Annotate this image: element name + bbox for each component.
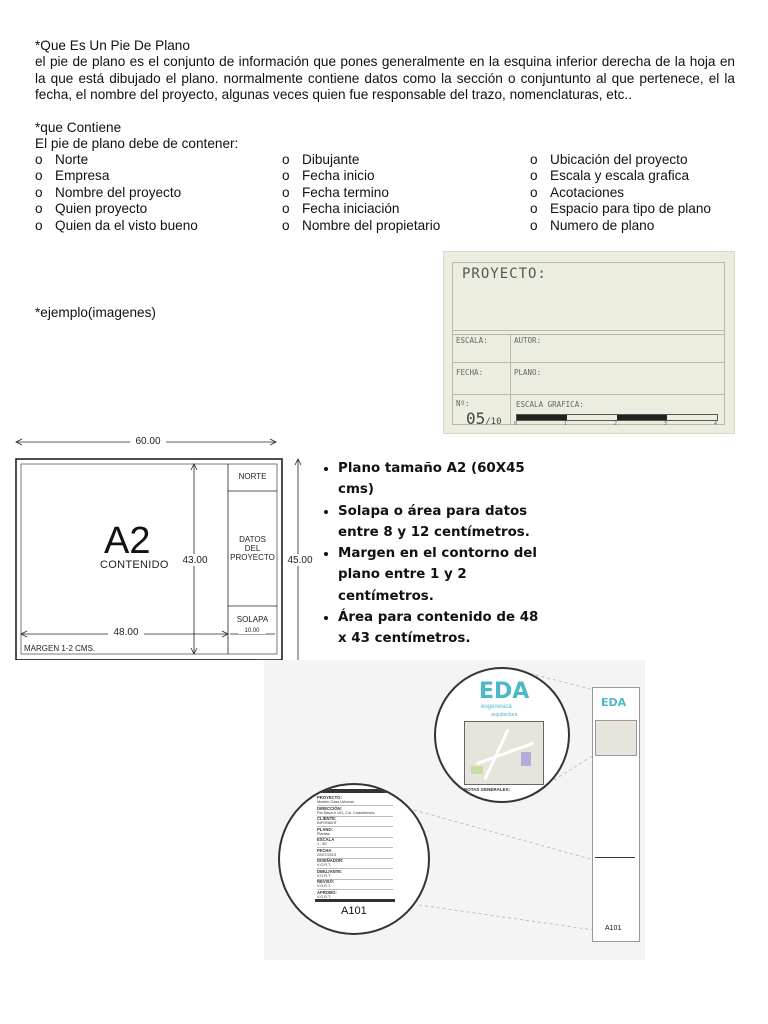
eda-field-value: Rio Nava # 101, Col. Cuauhtémoc	[317, 810, 375, 815]
eda-division: arquitectura	[491, 712, 518, 718]
list-item-text: Quien da el visto bueno	[55, 217, 198, 233]
intro-section	[35, 38, 735, 104]
list-item	[35, 185, 198, 201]
location-map	[464, 721, 544, 785]
list-bullet: o	[530, 168, 538, 184]
eda-field-value: 22/07/2015	[317, 852, 337, 857]
label-datos-proyecto: DATOS DEL PROYECTO	[230, 535, 275, 562]
eda-sheet-code-small: A101	[605, 925, 622, 932]
list-item-text: Dibujante	[302, 152, 360, 167]
eda-fields	[315, 789, 395, 903]
eda-field-label: PLANO:	[317, 826, 334, 832]
list-item	[282, 185, 440, 201]
eda-field-label: APROBÓ:	[317, 889, 337, 895]
list-item	[530, 168, 711, 184]
eda-field-value: 1 : 50	[317, 842, 327, 846]
a2-subtitle: CONTENIDO	[100, 559, 169, 571]
list-item	[282, 218, 440, 234]
graphic-scale-bar	[516, 414, 718, 421]
eda-field-row	[317, 827, 393, 838]
dim-solapa: 10.00	[238, 628, 266, 634]
dim-width: 60.00	[135, 436, 161, 447]
eda-field-value: V.G.R.T.	[317, 863, 331, 867]
title-block-fecha: FECHA:	[456, 368, 484, 377]
list-bullet: o	[35, 217, 43, 233]
title-block-escala-grafica: ESCALA GRAFICA:	[516, 400, 584, 409]
a2-sheet-diagram	[0, 428, 320, 660]
list-item-text: Empresa	[55, 168, 110, 184]
title-block-proyecto: PROYECTO:	[462, 266, 547, 282]
list-bullet: o	[282, 168, 290, 184]
list-item-text: Acotaciones	[550, 184, 625, 200]
list-bullet: o	[530, 152, 538, 167]
eda-field-row	[317, 848, 393, 859]
list-item	[35, 201, 198, 217]
eda-field-label: FECHA	[317, 847, 332, 853]
list-column-3	[530, 152, 711, 234]
list-item	[530, 201, 711, 217]
list-bullet: o	[530, 217, 538, 233]
list-bullet: o	[35, 184, 43, 200]
eda-field-label: DIRECCIÓN:	[317, 805, 342, 811]
eda-field-row	[317, 858, 393, 869]
spec-bullet: • Margen en el contorno del plano entre 1 y 2 centímetros.	[338, 543, 545, 607]
eda-field-row	[317, 795, 393, 806]
list-item-text: Numero de plano	[550, 217, 655, 233]
label-norte: NORTE	[238, 472, 267, 481]
list-bullet: o	[282, 201, 290, 217]
list-item	[282, 152, 440, 168]
eda-field-value: Plantas	[317, 831, 330, 836]
a2-specs	[320, 458, 545, 650]
eda-field-value: V.G.R.T.	[317, 873, 331, 878]
eda-field-label: CLIENTE:	[317, 816, 337, 821]
list-bullet: o	[35, 168, 43, 184]
list-item-text: Quien proyecto	[55, 201, 148, 217]
zoom-circle-logo	[434, 667, 570, 803]
list-bullet: o	[282, 217, 290, 233]
spec-bullet: • Área para contenido de 48 x 43 centímetros.	[338, 607, 545, 650]
list-item	[35, 152, 198, 168]
list-item-text: Fecha iniciación	[302, 201, 400, 217]
eda-field-row	[317, 869, 393, 880]
eda-field-label: ESCALA	[317, 837, 335, 842]
eda-sheet-code-box	[315, 899, 395, 922]
list-item	[35, 218, 198, 234]
dim-height-inner: 43.00	[182, 555, 208, 566]
list-item-text: Nombre del propietario	[302, 217, 441, 233]
list-bullet: o	[35, 152, 43, 167]
eda-field-label: PROYECTO:	[317, 795, 342, 800]
a2-title: A2	[104, 520, 151, 562]
eda-field-row	[317, 816, 393, 827]
list-item-text: Ubicación del proyecto	[550, 152, 688, 167]
list-item-text: Espacio para tipo de plano	[550, 201, 711, 217]
title-block-image	[443, 251, 735, 434]
eda-sheet-code: A101	[341, 905, 367, 917]
contains-lead: El pie de plano debe de contener:	[35, 136, 239, 152]
dim-inner-width: 48.00	[113, 627, 139, 638]
eda-field-value: Modelo Casa Urbanal	[317, 800, 354, 804]
zoom-circle-fields	[278, 783, 430, 935]
eda-sheet-logo: EDA	[601, 696, 627, 709]
eda-field-row	[317, 806, 393, 817]
scale-tick-label: 2	[614, 421, 618, 427]
list-item-text: Nombre del proyecto	[55, 184, 182, 200]
eda-field-value: V.G.R.T.	[317, 894, 331, 899]
list-column-2	[282, 152, 440, 234]
scale-tick-label: 3	[664, 421, 668, 427]
list-bullet: o	[35, 201, 43, 217]
list-bullet: o	[530, 184, 538, 200]
label-solapa: SOLAPA	[236, 615, 269, 624]
scale-tick-label: 1	[564, 421, 568, 427]
list-bullet: o	[530, 201, 538, 217]
eda-field-value: INFONAVIT	[317, 821, 337, 825]
eda-company: eugenesica	[481, 704, 512, 710]
list-column-1	[35, 152, 198, 234]
list-item-text: Fecha termino	[302, 184, 389, 200]
list-item	[35, 168, 198, 184]
intro-heading: *Que Es Un Pie De Plano	[35, 38, 190, 53]
list-bullet: o	[282, 152, 290, 167]
list-item-text: Escala y escala grafica	[550, 168, 690, 184]
eda-logo: EDA	[479, 679, 530, 704]
eda-field-row	[317, 879, 393, 890]
list-bullet: o	[282, 184, 290, 200]
eda-field-label: DISEÑADOR:	[317, 858, 344, 863]
spec-bullet: • Solapa o área para datos entre 8 y 12 centímetros.	[338, 501, 545, 544]
list-item	[282, 168, 440, 184]
eda-full-sheet	[592, 687, 640, 942]
eda-field-row	[317, 837, 393, 848]
list-item-text: Norte	[55, 152, 89, 167]
list-item	[530, 152, 711, 168]
contains-heading: *que Contiene	[35, 120, 122, 135]
eda-notes: NOTAS GENERALES:	[464, 787, 511, 792]
scale-tick-label: 4	[714, 421, 718, 427]
spec-bullet: • Plano tamaño A2 (60X45 cms)	[338, 458, 545, 501]
dim-height-outer: 45.00	[287, 555, 313, 566]
scale-tick-label: 0	[514, 421, 518, 427]
eda-field-value: V.G.R.T.	[317, 884, 331, 888]
eda-field-label: DIBUJANTE:	[317, 868, 343, 874]
label-margen: MARGEN 1-2 CMS.	[24, 644, 96, 653]
list-item	[282, 201, 440, 217]
contains-section	[35, 120, 735, 153]
example-heading: *ejemplo(imagenes)	[35, 305, 156, 320]
title-block-plano: PLANO:	[514, 368, 542, 377]
list-item	[530, 218, 711, 234]
title-block-numero-label: Nº:	[456, 399, 470, 408]
eda-field-label: REVISÓ:	[317, 879, 335, 884]
eda-sheet-image	[264, 660, 645, 960]
list-item-text: Fecha inicio	[302, 168, 375, 184]
title-block-autor: AUTOR:	[514, 336, 542, 345]
list-item	[530, 185, 711, 201]
title-block-escala: ESCALA:	[456, 336, 488, 345]
title-block-sheet-number: 05/10	[466, 409, 502, 428]
intro-paragraph: el pie de plano es el conjunto de información que pones generalmente en la esquina inferior derecha de la hoja en la que está dibujado el plano. normalmente contiene datos como la sección o conjuntunto al que pertenece, el la fecha, el nombre del proyecto, algunas veces quien fue responsable del trazo, nomenclaturas, etc..	[35, 54, 735, 103]
